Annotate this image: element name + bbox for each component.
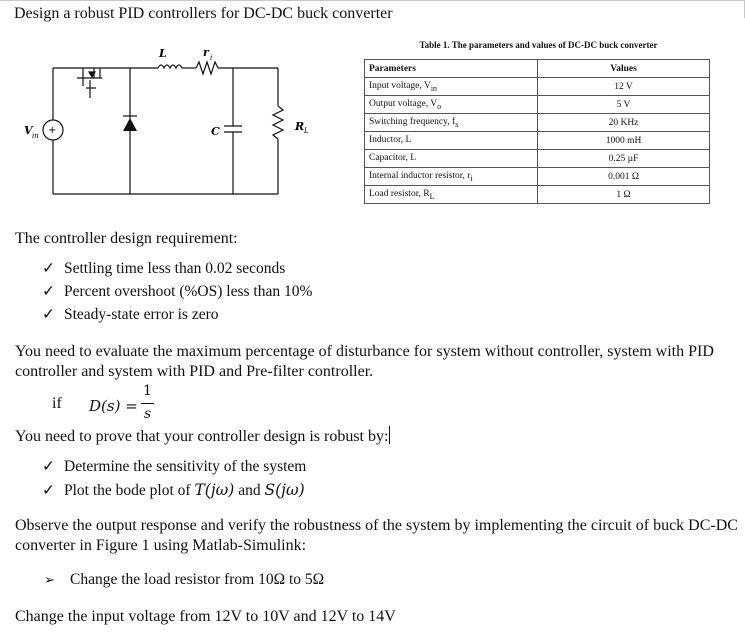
observe-paragraph: Observe the output response and verify the robustness of the system by implementing the circuit of buck DC-DC converter in Figure 1 using Matlab-Simulink: [15,517,738,554]
param-value: 12 V [538,78,710,96]
param-sub: L [429,191,435,201]
param-name: Capacitor, L [369,152,417,163]
robust-intro [15,426,390,447]
equation-numerator: 1 [143,383,152,399]
arrow-item [44,570,324,591]
equation-if: if [52,395,62,412]
robust-item-text: Plot the bode plot of [64,482,195,499]
checkmark-icon: ✓ [42,482,55,499]
arrow-bullet-icon: ➢ [44,573,55,588]
label-plus: + [48,125,57,136]
param-sub: o [437,101,442,111]
table-row [365,150,710,168]
checkmark-icon: ✓ [42,283,55,300]
top-border [0,0,745,1]
buck-converter-circuit [20,42,340,212]
table-row [365,96,710,114]
requirement-item [42,305,219,325]
param-name: Input voltage, V [369,80,431,91]
equation-lhs: D(s) = [89,397,138,415]
math-T: T(jω) [194,481,235,499]
param-value: 1000 mH [538,132,710,150]
header-parameters: Parameters [365,60,538,78]
label-vin: V [24,124,33,137]
table-row [365,114,710,132]
param-value: 1 Ω [538,186,710,204]
param-name: Switching frequency, f [369,116,456,127]
param-name: Internal inductor resistor, r [369,170,471,181]
robust-item [42,480,305,501]
robust-item [42,457,306,477]
page-title: Design a robust PID controllers for DC-DC buck converter [14,5,393,22]
table-row [365,78,710,96]
param-name: Output voltage, V [369,98,438,109]
label-ri-sub: i [210,54,213,62]
checkmark-icon: ✓ [42,306,55,323]
requirement-item [42,282,312,302]
requirement-text: Steady-state error is zero [64,306,219,323]
param-sub: i [470,173,473,183]
label-RL-sub: L [304,127,309,135]
table-row [365,132,710,150]
label-vin-sub: in [32,132,39,140]
fraction-bar [141,403,154,404]
arrow-item-text: Change the load resistor from 10Ω to 5Ω [70,571,325,588]
param-name: Inductor, L [369,134,412,145]
table-row [365,186,710,204]
parameters-table [364,59,710,204]
robust-intro-text: You need to prove that your controller design is robust by: [15,428,389,445]
robust-item-and: and [234,482,265,499]
param-sub: s [455,119,459,129]
text-cursor [389,426,390,444]
checkmark-icon: ✓ [42,458,55,475]
math-S: S(jω) [264,481,305,499]
label-C: C [211,125,220,138]
table-header-row [365,60,710,78]
table-caption: Table 1. The parameters and values of DC-DC buck converter [419,40,658,50]
param-value: 5 V [538,96,710,114]
equation-denominator: s [144,406,152,422]
requirement-text: Settling time less than 0.02 seconds [64,260,286,277]
last-line: Change the input voltage from 12V to 10V and 12V to 14V [15,608,396,625]
param-name: Load resistor, R [369,188,430,199]
requirements-heading: The controller design requirement: [15,230,238,247]
label-L: L [159,47,167,60]
param-value: 0.001 Ω [538,168,710,186]
param-value: 20 KHz [538,114,710,132]
label-RL: R [295,120,305,133]
requirement-item [42,259,285,279]
robust-item-text: Determine the sensitivity of the system [64,458,307,475]
param-value: 0.25 µF [538,150,710,168]
param-sub: in [430,83,437,93]
table-row [365,168,710,186]
header-values: Values [538,60,710,78]
checkmark-icon: ✓ [42,260,55,277]
disturbance-paragraph: You need to evaluate the maximum percentage of disturbance for system without controller, system with PID controller and system with PID and Pre-filter controller. [15,343,714,380]
requirement-text: Percent overshoot (%OS) less than 10% [64,283,313,300]
label-ri: r [203,46,209,59]
diode-symbol [123,118,137,131]
